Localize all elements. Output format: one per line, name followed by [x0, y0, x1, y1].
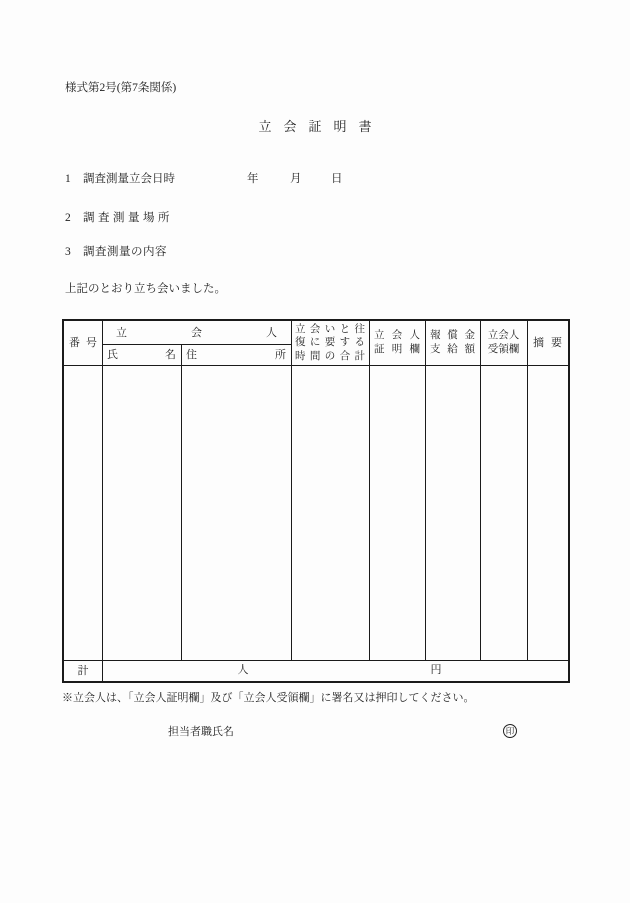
item-label-survey-location: 調査測量場所 [83, 212, 173, 224]
header-witness-group: 立会人 [116, 326, 277, 339]
total-yen-unit: 円 [430, 664, 442, 676]
header-time-total: 立会いと往 復に要する 時間の合計 [295, 323, 365, 362]
header-receipt: 立会人 受領欄 [487, 329, 520, 355]
table-gridline [64, 660, 568, 661]
date-unit-year: 年 [247, 173, 259, 185]
body-cell-time-total [291, 365, 369, 660]
item-row-datetime [0, 172, 630, 187]
body-cell-reward [425, 365, 480, 660]
page-title: 立会証明書 [258, 119, 384, 134]
item-number: 3 [65, 246, 71, 258]
item-row-location [0, 211, 630, 226]
header-name: 氏名 [107, 348, 176, 361]
header-address: 住所 [186, 348, 286, 361]
item-number: 2 [65, 212, 71, 224]
form-number: 様式第2号(第7条関係) [65, 82, 177, 94]
witness-statement: 上記のとおり立ち会いました。 [65, 283, 226, 295]
header-reward: 報償金 支給額 [430, 329, 475, 355]
staff-name-label: 担当者職氏名 [168, 726, 234, 738]
witness-table [62, 319, 570, 683]
body-cell-receipt [480, 365, 527, 660]
header-certification: 立会人 証明欄 [374, 329, 420, 355]
signature-note: ※立会人は、「立会人証明欄」及び「立会人受領欄」に署名又は押印してください。 [62, 692, 475, 704]
seal-character: 印 [505, 725, 515, 736]
body-cell-number [64, 365, 102, 660]
date-unit-day: 日 [331, 173, 343, 185]
item-row-content [0, 245, 630, 260]
body-cell-name [102, 365, 181, 660]
item-label-survey-datetime: 調査測量立会日時 [83, 173, 175, 185]
body-cell-remarks [527, 365, 568, 660]
date-unit-month: 月 [290, 173, 302, 185]
body-cell-certification [369, 365, 425, 660]
item-number: 1 [65, 173, 71, 185]
body-cell-address [181, 365, 291, 660]
total-label: 計 [77, 664, 89, 677]
total-person-unit: 人 [237, 664, 249, 676]
seal-mark-icon [503, 724, 517, 738]
item-label-survey-content: 調査測量の内容 [83, 246, 167, 258]
header-remarks: 摘要 [533, 337, 562, 349]
header-number: 番号 [69, 337, 97, 349]
